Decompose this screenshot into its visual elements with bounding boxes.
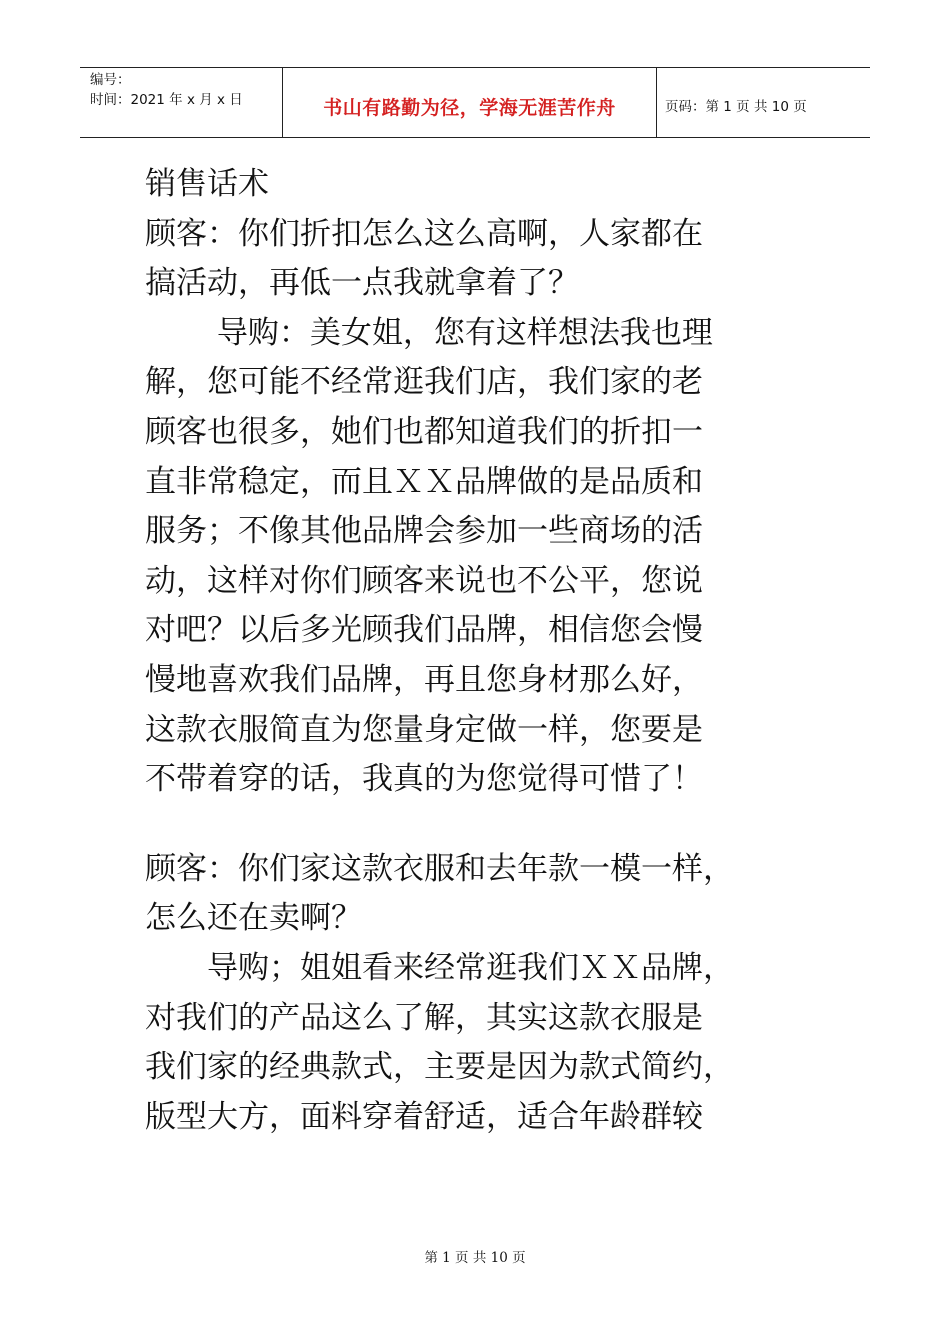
text-line: 慢地喜欢我们品牌，再且您身材那么好， — [145, 661, 703, 698]
document-body — [145, 160, 805, 1142]
header-motto-cell — [282, 68, 657, 137]
text-line: 对吧？以后多光顾我们品牌，相信您会慢 — [145, 612, 703, 649]
text-line: 导购：美女姐，您有这样想法我也理 — [145, 314, 713, 351]
page-footer: 第 1 页 共 10 页 — [424, 1250, 526, 1266]
text-line: 怎么还在卖啊？ — [145, 900, 362, 937]
motto-text: 书山有路勤为径，学海无涯苦作舟 — [323, 97, 616, 119]
text-line: 顾客：你们家这款衣服和去年款一模一样， — [145, 850, 734, 887]
header-meta-cell — [80, 68, 281, 137]
text-line: 我们家的经典款式，主要是因为款式简约， — [145, 1049, 734, 1086]
text-line: 不带着穿的话，我真的为您觉得可惜了！ — [145, 761, 703, 798]
text-line: 版型大方，面料穿着舒适，适合年龄群较 — [145, 1098, 703, 1135]
header-page-cell — [656, 68, 870, 137]
text-line: 直非常稳定，而且ＸＸ品牌做的是品质和 — [145, 463, 703, 500]
text-line: 搞活动，再低一点我就拿着了？ — [145, 265, 579, 302]
paragraph-gap — [145, 805, 805, 845]
text-line: 解，您可能不经常逛我们店，我们家的老 — [145, 364, 703, 401]
text-line: 顾客也很多，她们也都知道我们的折扣一 — [145, 413, 703, 450]
doc-title: 销售话术 — [145, 166, 269, 202]
page-info: 页码：第 1 页 共 10 页 — [665, 99, 807, 115]
time-label: 时间：2021 年 x 月 x 日 — [90, 92, 243, 108]
text-line: 这款衣服简直为您量身定做一样，您要是 — [145, 711, 703, 748]
text-line: 对我们的产品这么了解，其实这款衣服是 — [145, 999, 703, 1036]
text-line: 顾客：你们折扣怎么这么高啊，人家都在 — [145, 215, 703, 252]
text-line: 动，这样对你们顾客来说也不公平，您说 — [145, 562, 703, 599]
document-header — [80, 67, 870, 138]
text-line: 服务；不像其他品牌会参加一些商场的活 — [145, 513, 703, 550]
text-line: 导购；姐姐看来经常逛我们ＸＸ品牌， — [145, 949, 734, 986]
number-label: 编号： — [90, 72, 131, 88]
